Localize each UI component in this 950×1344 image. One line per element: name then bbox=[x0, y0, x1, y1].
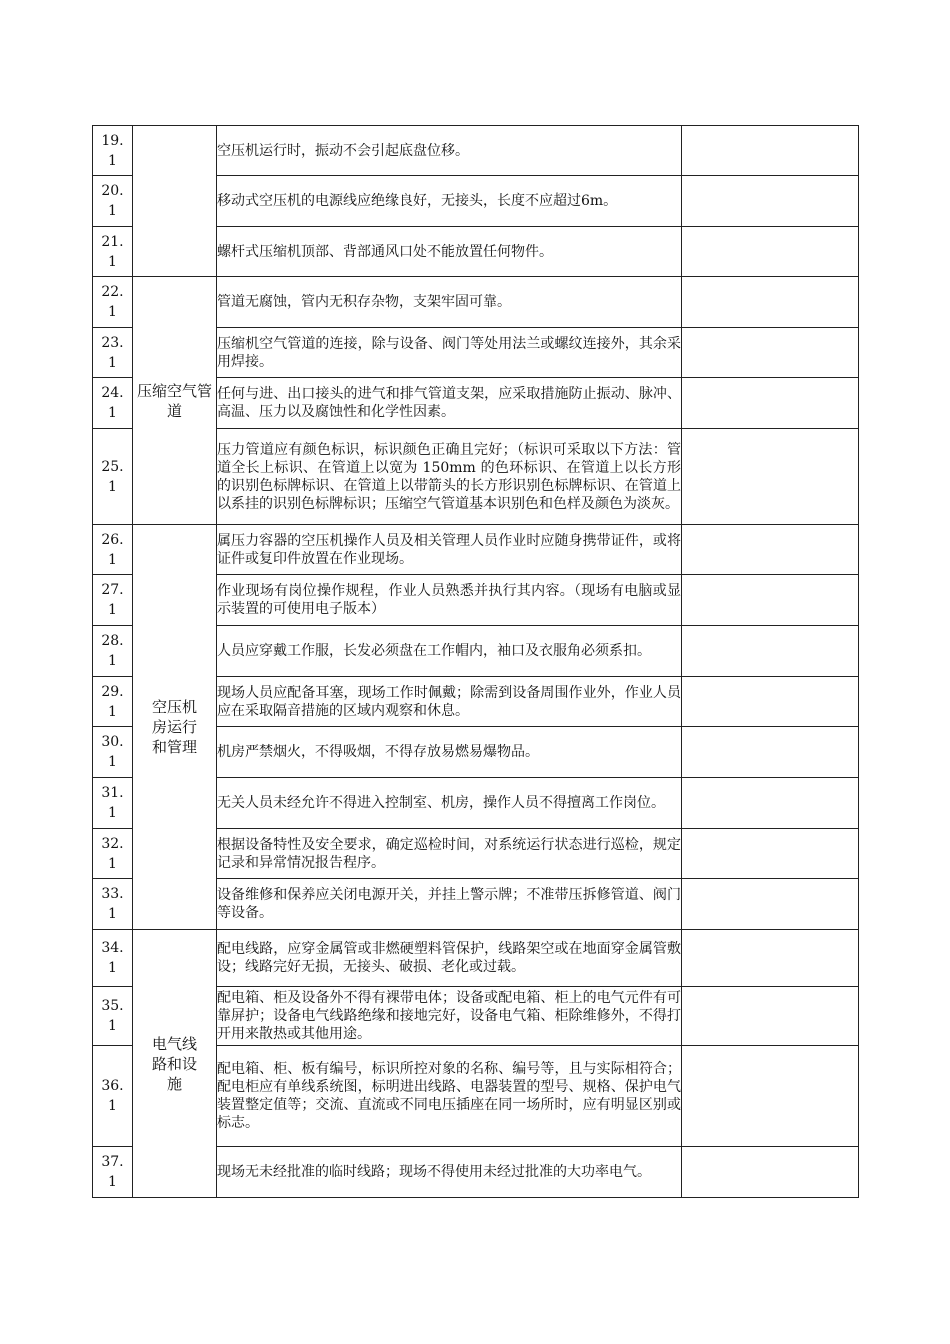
requirement-text: 现场人员应配备耳塞，现场工作时佩戴；除需到设备周围作业外，作业人员应在采取隔音措施的区域内观察和休息。 bbox=[217, 677, 682, 727]
category-room: 空压机房运行和管理 bbox=[133, 525, 217, 930]
requirement-text: 螺杆式压缩机顶部、背部通风口处不能放置任何物件。 bbox=[217, 227, 682, 277]
remark-cell[interactable] bbox=[682, 1147, 859, 1198]
requirement-text: 任何与进、出口接头的进气和排气管道支架，应采取措施防止振动、脉冲、高温、压力以及腐蚀性和化学性因素。 bbox=[217, 378, 682, 429]
remark-cell[interactable] bbox=[682, 525, 859, 575]
item-number: 22. 1 bbox=[93, 277, 133, 328]
remark-cell[interactable] bbox=[682, 378, 859, 429]
item-number: 23. 1 bbox=[93, 328, 133, 378]
remark-cell[interactable] bbox=[682, 987, 859, 1046]
remark-cell[interactable] bbox=[682, 930, 859, 987]
requirement-text: 配电线路，应穿金属管或非燃硬塑料管保护，线路架空或在地面穿金属管敷设；线路完好无损，无接头、破损、老化或过载。 bbox=[217, 930, 682, 987]
item-number: 26. 1 bbox=[93, 525, 133, 575]
remark-cell[interactable] bbox=[682, 575, 859, 626]
requirement-text: 属压力容器的空压机操作人员及相关管理人员作业时应随身携带证件，或将证件或复印件放置在作业现场。 bbox=[217, 525, 682, 575]
requirement-text: 无关人员未经允许不得进入控制室、机房，操作人员不得擅离工作岗位。 bbox=[217, 778, 682, 829]
requirement-text: 设备维修和保养应关闭电源开关，并挂上警示牌；不准带压拆修管道、阀门等设备。 bbox=[217, 879, 682, 930]
table-row bbox=[93, 525, 859, 575]
item-number: 29. 1 bbox=[93, 677, 133, 727]
item-number: 25. 1 bbox=[93, 429, 133, 525]
requirement-text: 配电箱、柜及设备外不得有裸带电体；设备或配电箱、柜上的电气元件有可靠屏护；设备电气线路绝缘和接地完好，设备电气箱、柜除维修外，不得打开用来散热或其他用途。 bbox=[217, 987, 682, 1046]
requirement-text: 压力管道应有颜色标识，标识颜色正确且完好；（标识可采取以下方法：管道全长上标识、在管道上以宽为 150mm 的色环标识、在管道上以长方形的识别色标牌标识、在管道上以带箭头的长方形识别色标牌标识、在管道上以系挂的识别色标牌标识；压缩空气管道基本识别色和色样及颜色为淡灰。 bbox=[217, 429, 682, 525]
remark-cell[interactable] bbox=[682, 626, 859, 677]
item-number: 36. 1 bbox=[93, 1046, 133, 1147]
remark-cell[interactable] bbox=[682, 677, 859, 727]
requirement-text: 移动式空压机的电源线应绝缘良好，无接头，长度不应超过6m。 bbox=[217, 176, 682, 227]
item-number: 19. 1 bbox=[93, 126, 133, 176]
item-number: 20. 1 bbox=[93, 176, 133, 227]
item-number: 33. 1 bbox=[93, 879, 133, 930]
requirement-text: 管道无腐蚀，管内无积存杂物，支架牢固可靠。 bbox=[217, 277, 682, 328]
requirement-text: 压缩机空气管道的连接，除与设备、阀门等处用法兰或螺纹连接外，其余采用焊接。 bbox=[217, 328, 682, 378]
remark-cell[interactable] bbox=[682, 277, 859, 328]
requirement-text: 机房严禁烟火，不得吸烟，不得存放易燃易爆物品。 bbox=[217, 727, 682, 778]
item-number: 31. 1 bbox=[93, 778, 133, 829]
remark-cell[interactable] bbox=[682, 176, 859, 227]
requirement-text: 空压机运行时，振动不会引起底盘位移。 bbox=[217, 126, 682, 176]
item-number: 24. 1 bbox=[93, 378, 133, 429]
item-number: 37. 1 bbox=[93, 1147, 133, 1198]
table-row bbox=[93, 277, 859, 328]
remark-cell[interactable] bbox=[682, 227, 859, 277]
safety-checklist-table bbox=[92, 125, 859, 1198]
remark-cell[interactable] bbox=[682, 1046, 859, 1147]
requirement-text: 根据设备特性及安全要求，确定巡检时间，对系统运行状态进行巡检，规定记录和异常情况报告程序。 bbox=[217, 829, 682, 879]
remark-cell[interactable] bbox=[682, 727, 859, 778]
table-row bbox=[93, 126, 859, 176]
table-row bbox=[93, 930, 859, 987]
requirement-text: 作业现场有岗位操作规程，作业人员熟悉并执行其内容。（现场有电脑或显示装置的可使用电子版本） bbox=[217, 575, 682, 626]
item-number: 27. 1 bbox=[93, 575, 133, 626]
item-number: 30. 1 bbox=[93, 727, 133, 778]
item-number: 32. 1 bbox=[93, 829, 133, 879]
category-electrical: 电气线路和设施 bbox=[133, 930, 217, 1198]
item-number: 34. 1 bbox=[93, 930, 133, 987]
category-cell bbox=[133, 126, 217, 277]
remark-cell[interactable] bbox=[682, 429, 859, 525]
remark-cell[interactable] bbox=[682, 126, 859, 176]
remark-cell[interactable] bbox=[682, 829, 859, 879]
remark-cell[interactable] bbox=[682, 778, 859, 829]
requirement-text: 人员应穿戴工作服，长发必须盘在工作帽内，袖口及衣服角必须系扣。 bbox=[217, 626, 682, 677]
requirement-text: 配电箱、柜、板有编号，标识所控对象的名称、编号等，且与实际相符合；配电柜应有单线系统图，标明进出线路、电器装置的型号、规格、保护电气装置整定值等；交流、直流或不同电压插座在同一场所时，应有明显区别或标志。 bbox=[217, 1046, 682, 1147]
remark-cell[interactable] bbox=[682, 879, 859, 930]
remark-cell[interactable] bbox=[682, 328, 859, 378]
category-pipes: 压缩空气管道 bbox=[133, 277, 217, 525]
item-number: 35. 1 bbox=[93, 987, 133, 1046]
item-number: 28. 1 bbox=[93, 626, 133, 677]
item-number: 21. 1 bbox=[93, 227, 133, 277]
requirement-text: 现场无未经批准的临时线路；现场不得使用未经过批准的大功率电气。 bbox=[217, 1147, 682, 1198]
